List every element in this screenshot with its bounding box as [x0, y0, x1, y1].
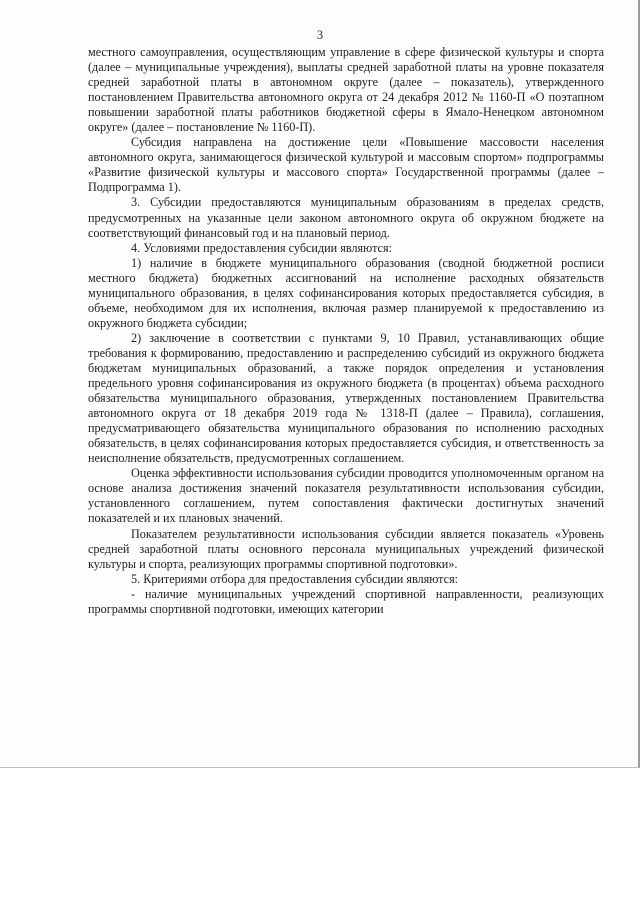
paragraph-continuation: местного самоуправления, осуществляющим управление в сфере физической культуры и спорта (далее – муниципальные учреждения), выплаты средней заработной платы на уровне показателя средней заработной платы в автономном округе (далее – показатель), утвержденного постановлением Правительства автономного округа от 24 декабря 2012 № 1160-П «О поэтапном повышении заработной платы работников бюджетной сферы в Ямало-Ненецком автономном округе» (далее – постановление № 1160-П). — [88, 45, 604, 135]
paragraph-item-4: 4. Условиями предоставления субсидии являются: — [131, 240, 392, 255]
paragraph-item-5: 5. Критериями отбора для предоставления субсидии являются: — [131, 571, 459, 586]
paragraph-efficiency-assessment: Оценка эффективности использования субсидии проводится уполномоченным органом на основе анализа достижения значений показателя результативности использования субсидии, установленного соглашением, путем сопоставления фактически достигнутых значений показателей и их плановых значений. — [88, 466, 604, 526]
paragraph-condition-1: 1) наличие в бюджете муниципального образования (сводной бюджетной росписи местного бюджета) бюджетных ассигнований на исполнение расходных обязательств муниципального образования, в целях софинансирования которых предоставляется субсидия, в объеме, необходимом для их исполнения, включая размер планируемой к предоставлению из окружного бюджета субсидии; — [88, 255, 604, 330]
blank-background — [0, 768, 640, 905]
paragraph-criterion-1: - наличие муниципальных учреждений спортивной направленности, реализующих программы спортивной подготовки, имеющих категории — [88, 586, 604, 616]
paragraph-performance-indicator: Показателем результативности использования субсидии является показатель «Уровень средней заработной платы основного персонала муниципальных учреждений физической культуры и спорта, реализующих программы спортивной подготовки». — [88, 526, 604, 571]
paragraph-condition-2: 2) заключение в соответствии с пунктами 9, 10 Правил, устанавливающих общие требования к формированию, предоставлению и распределению субсидий из окружного бюджета бюджетам муниципальных образований, а также порядок определения и установления предельного уровня софинансирования из окружного бюджета (в процентах) объема расходного обязательства муниципального образования, утвержденных постановлением Правительства автономного округа от 18 декабря 2019 года № 1318-П (далее – Правила), соглашения, предусматривающего обязательства муниципального образования по исполнению расходных обязательств, в целях софинансирования которых предоставляется субсидия, и ответственность за неисполнение обязательств, предусмотренных соглашением. — [88, 330, 604, 466]
document-body — [88, 45, 604, 617]
paragraph-item-3: 3. Субсидии предоставляются муниципальным образованиям в пределах средств, предусмотренных на указанные цели законом автономного округа об окружном бюджете на соответствующий финансовый год и на плановый период. — [88, 195, 604, 240]
paragraph-subsidy-goal: Субсидия направлена на достижение цели «Повышение массовости населения автономного округа, занимающегося физической культурой и массовым спортом» подпрограммы «Развитие физической культуры и массового спорта» Государственной программы (далее – Подпрограмма 1). — [88, 135, 604, 195]
page-number: 3 — [316, 28, 324, 42]
